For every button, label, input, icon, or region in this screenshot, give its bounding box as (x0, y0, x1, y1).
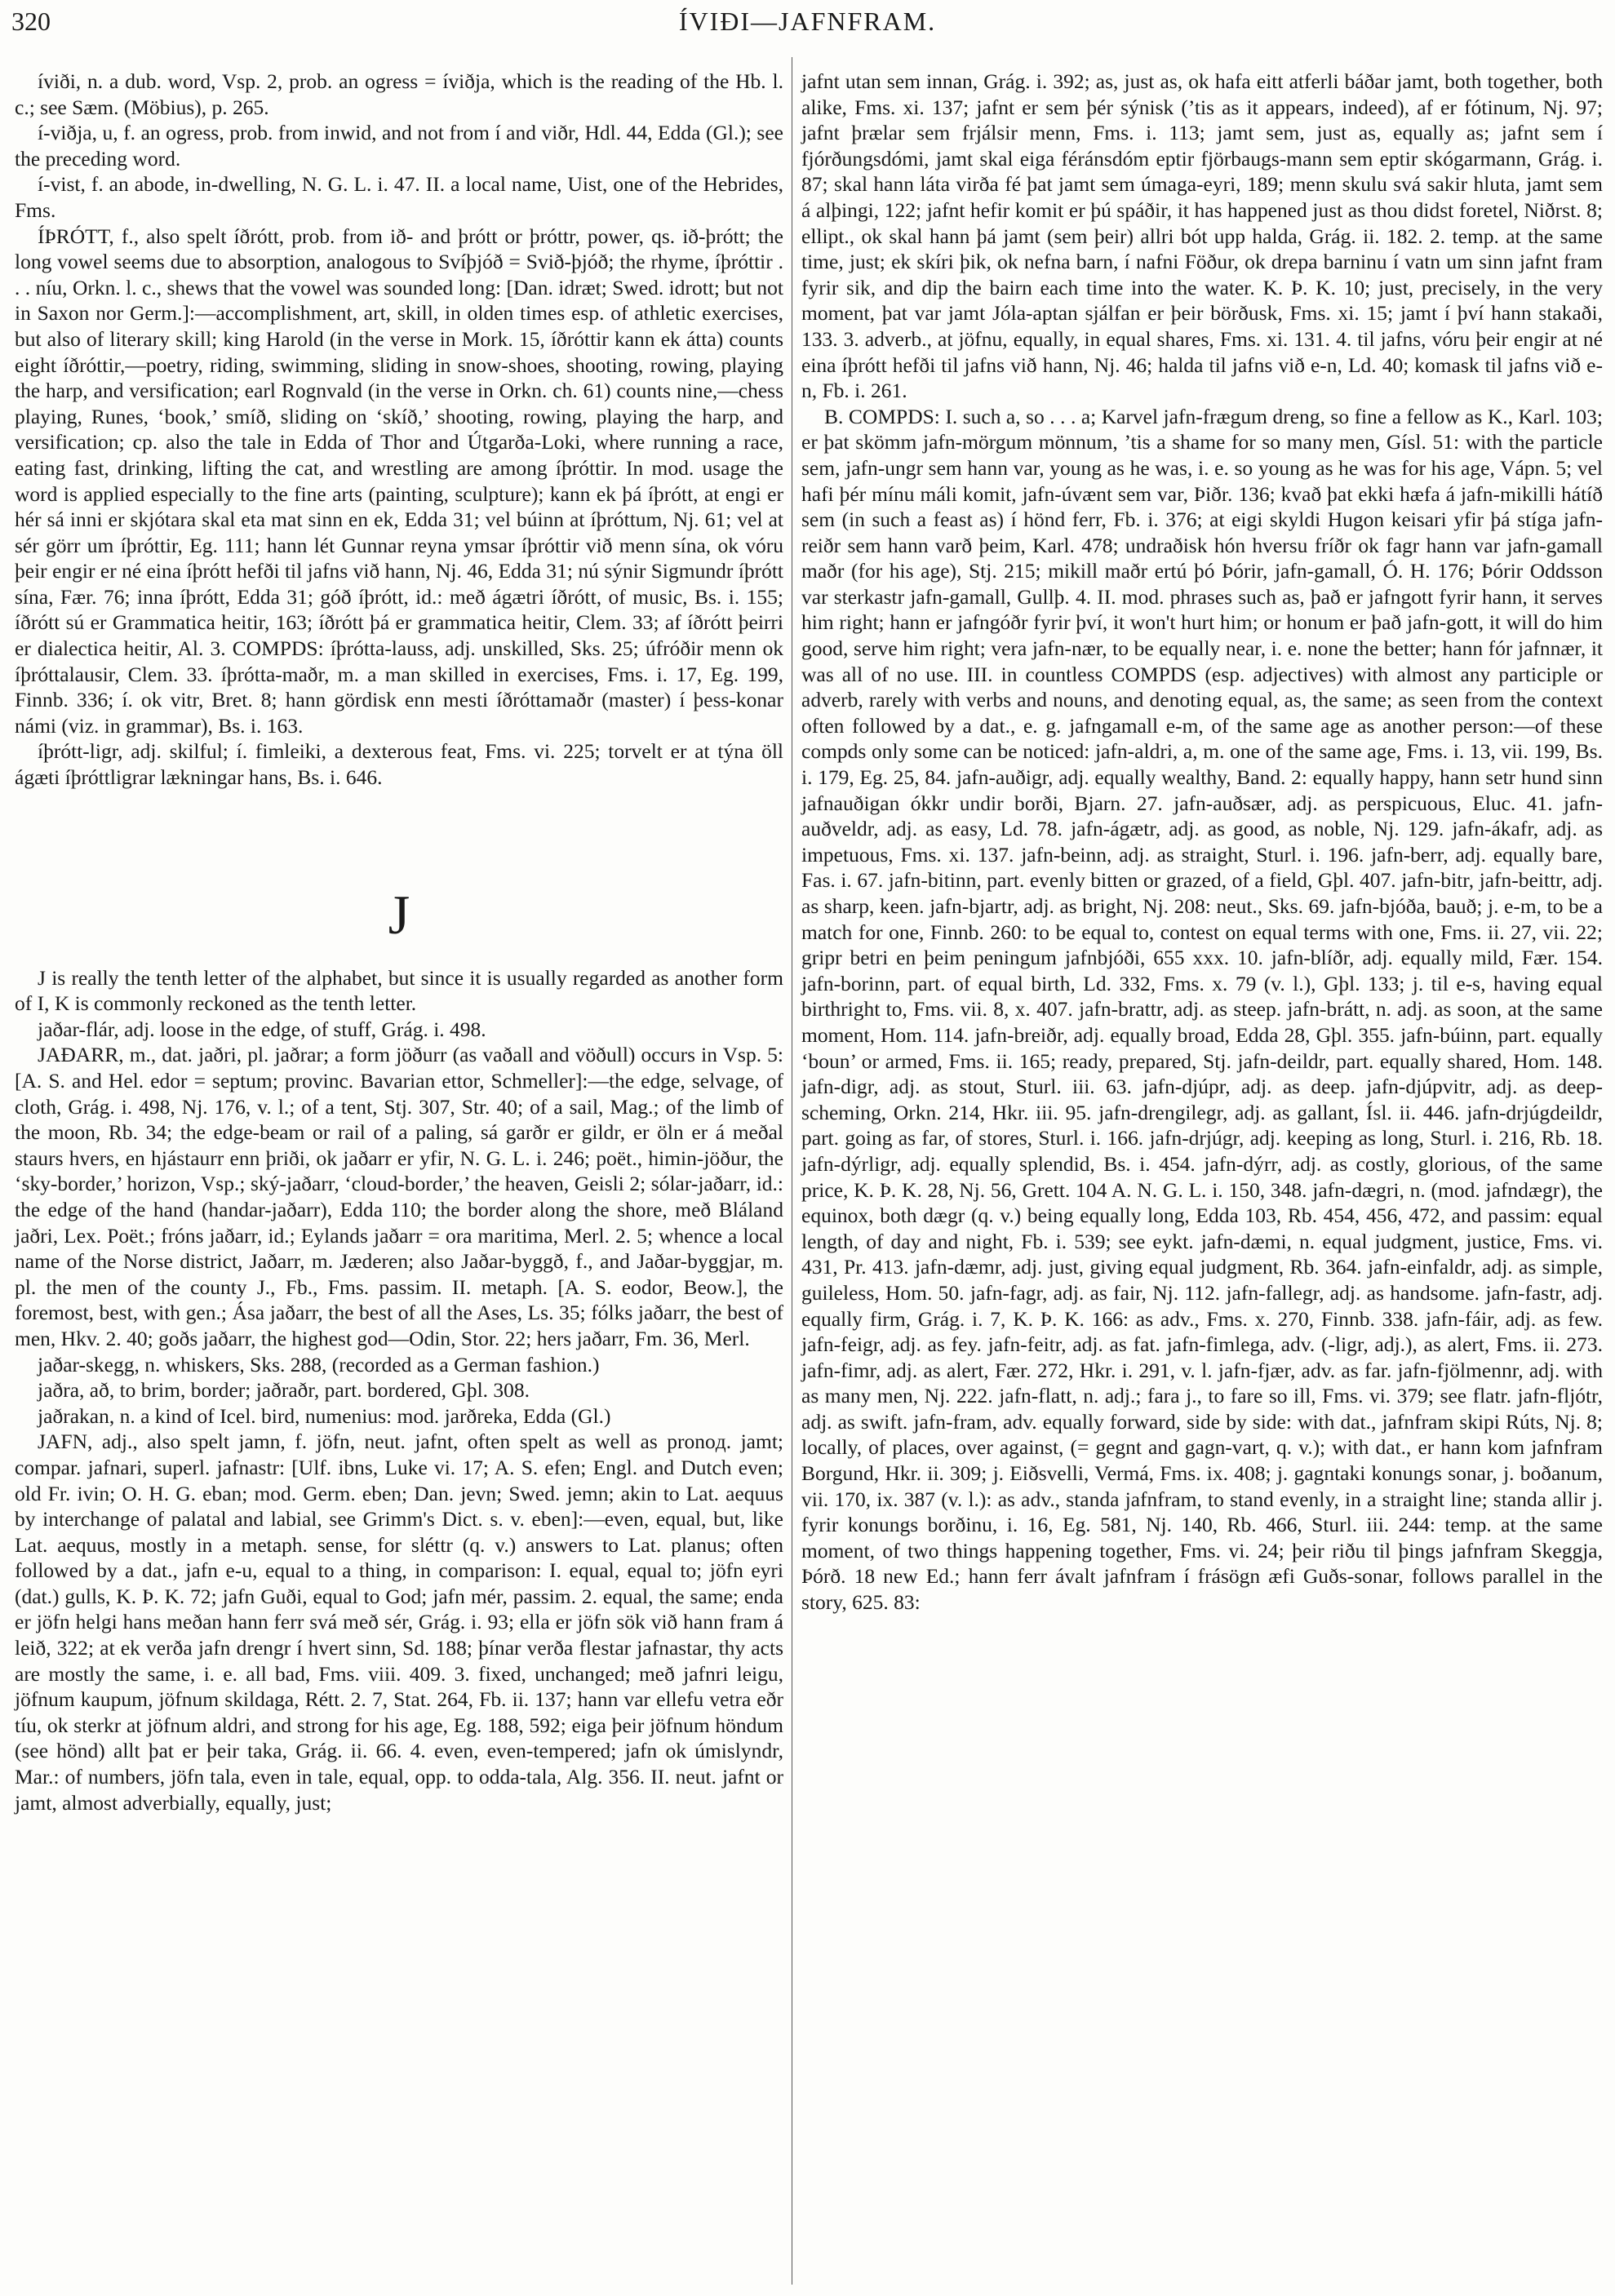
letter-j-intro: J is really the tenth letter of the alphabet, but since it is usually regarded as another form of I, K is commonly reckoned as the tenth letter. (15, 965, 783, 1016)
dictionary-entry-jadrakan: jaðrakan, n. a kind of Icel. bird, numenius: mod. jarðreka, Edda (Gl.) (38, 1403, 611, 1428)
dictionary-entry-ithrottligr: íþrótt-ligr, adj. skilful; í. fimleiki, a dexterous feat, Fms. vi. 225; torvelt er at týna öll ágæti íþróttligrar lækningar hans, Bs. i. 646. (15, 739, 783, 790)
dictionary-entry-jafn-continued: jafnt utan sem innan, Grág. i. 392; as, just as, ok hafa eitt atferli báðar jamt, both together, both alike, Fms. xi. 137; jafnt er sem þér sýnisk (’tis as it appears, indeed), af er fótinum, Nj. 97; jafnt þrælar sem frjálsir menn, Fms. i. 113; jamt sem, just as, equally as; jafnt sem í fjórðungsdómi, jamt skal eiga féránsdóm eptir fjörbaugs-mann sem eptir skógarmann, Grág. i. 87; skal hann láta virða fé þat jamt sem úmaga-eyri, 189; menn skulu svá sakir hluta, jamt sem á alþingi, 122; jafnt hefir komit er þú spáðir, it has happened just as thou didst foretel, Niðrst. 8; ellipt., ok skal hann þá jamt (sem þeir) allri bót upp halda, Grág. ii. 182. 2. temp. at the same time, just; ek skíri þik, ok nefna barn, í nafni Föður, ok drepa barninu í vatn um sinn jafnt fram fyrir sik, and dip the bairn each time into the water. K. Þ. K. 10; just, precisely, in the very moment, þat var jamt Jóla-aptan sjálfan er þeir börðusk, Fms. xi. 15; jamt í því hann stakaði, 133. 3. adverb., at jöfnu, equally, in equal shares, Fms. xi. 131. 4. til jafns, vóru þeir engir at né eina íþrótt hefði til jafns við hann, Nj. 46; halda til jafns við e-n, Ld. 40; komask til jafns við e-n, Fb. i. 261. (801, 69, 1603, 403)
dictionary-entry-ithrott: ÍÞRÓTT, f., also spelt íðrótt, prob. from ið- and þrótt or þróttr, power, qs. ið-þrótt; the long vowel seems due to absorption, analogous to Svíþjóð = Svið-þjóð; the rhyme, íþróttir . . . níu, Orkn. l. c., shews that the vowel was sounded long: [Dan. idræt; Swed. idrott; but not in Saxon nor Germ.]:—accomplishment, art, skill, in olden times esp. of athletic exercises, but also of literary skill; king Harold (in the verse in Mork. 15, íðróttir kann ek átta) counts eight íðróttir,—poetry, riding, swimming, sliding in snow-shoes, shooting, rowing, playing the harp, and versification; earl Rognvald (in the verse in Orkn. ch. 61) counts nine,—chess playing, Runes, ‘book,’ smíð, sliding on ‘skíð,’ shooting, rowing, playing the harp, and versification; cp. also the tale in Edda of Thor and Útgarða-Loki, where running a race, eating fast, drinking, lifting the cat, and wrestling are among íþróttir. In mod. usage the word is applied especially to the fine arts (painting, sculpture); kann ek þá íþrótt, at engi er hér sá inni er skjótara skal eta mat sinn en ek, Edda 31; vel búinn at íþróttum, Nj. 61; vel at sér görr um íþróttir, Eg. 111; hann lét Gunnar reyna ymsar íþróttir við menn sína, ok vóru þeir engir er né eina íþrótt hefði til jafns við hann, Nj. 46, Edda 31; nú sýnir Sigmundr íþrótt sína, Fær. 76; inna íþrótt, Edda 31; góð íþrótt, id.: með ágætri íðrótt, of music, Bs. i. 155; íðrótt sú er Grammatica heitir, 163; íðrótt þá er grammatica heitir, Clem. 33; af íðrótt þeirri er dialectica heitir, Al. 3. COMPDS: íþrótta-lauss, adj. unskilled, Sks. 25; úfróðir menn ok íþróttalausir, Clem. 33. íþrótta-maðr, m. a man skilled in exercises, Fms. i. 17, Eg. 199, Finnb. 336; í. ok vitr, Bret. 8; hann gördisk enn mesti íðróttamaðr (master) í þess-konar námi (viz. in grammar), Bs. i. 163. (15, 224, 783, 738)
dictionary-entry-jadarskegg: jaðar-skegg, n. whiskers, Sks. 288, (recorded as a German fashion.) (38, 1352, 600, 1376)
running-title: ÍVIÐI—JAFNFRAM. (678, 7, 937, 36)
dictionary-entry-ividja: í-viðja, u, f. an ogress, prob. from inwid, and not from í and viðr, Hdl. 44, Edda (Gl.); see the preceding word. (15, 121, 783, 171)
dictionary-entry-jafn: JAFN, adj., also spelt jamn, f. jöfn, neut. jafnt, often spelt as well as pronoд. jamt; compar. jafnari, superl. jafnastr: [Ulf. ibns, Luke vi. 17; A. S. efen; Engl. and Dutch even; old Fr. ivin; O. H. G. eban; mod. Germ. eben; Dan. jevn; Swed. jemn; akin to Lat. aequus by interchange of palatal and labial, see Grimm's Dict. s. v. eben]:—even, equal, but, like Lat. aequus, mostly in a metaph. sense, for sléttr (q. v.) answers to Lat. planus; often followed by a dat., jafn e-u, equal to a thing, in comparison: I. equal, equal to; jöfn eyri (dat.) gulls, K. Þ. K. 72; jafn Guði, equal to God; jafn mér, passim. 2. equal, the same; enda er jöfn helgi hans meðan hann ferr svá með sér, Grág. i. 93; ella er jöfn sök við hann fram á leið, 322; at ek verða jafn drengr í hvert sinn, Sd. 188; þínar verða flestar jafnastar, thy acts are mostly the same, i. e. all bad, Fms. viii. 409. 3. fixed, unchanged; með jafnri leigu, jöfnum kaupum, jöfnum skildaga, Rétt. 2. 7, Stat. 264, Fb. ii. 137; hann var ellefu vetra eðr tíu, ok sterkr at jöfnum aldri, and strong for his age, Eg. 188, 592; eiga þeir jöfnum höndum (see hönd) allt þat er þeir taka, Grág. ii. 66. 4. even, even-tempered; jafn ok úmislyndr, Mar.: of numbers, jöfn tala, even in tale, equal, opp. to odda-tala, Alg. 356. II. neut. jafnt or jamt, almost adverbially, equally, just; (15, 1429, 783, 1815)
section-letter-heading: J (388, 883, 410, 946)
dictionary-entry-jadra: jaðra, að, to brim, border; jaðraðr, part. bordered, Gþl. 308. (38, 1378, 530, 1403)
dictionary-entry-jadarr: JAÐARR, m., dat. jaðri, pl. jaðrar; a form jöðurr (as vaðall and vöðull) occurs in Vsp. 5: [A. S. and Hel. edor = septum; provinc. Bavarian ettor, Schmeller]:—the edge, selvage, of cloth, Grág. i. 498, Nj. 176, v. l.; of a tent, Stj. 307, Str. 40; of a sail, Mag.; of the limb of the moon, Rb. 34; the edge-beam or rail of a paling, sá garðr er gildr, er öln er á meðal staurs hvers, en hjástaurr enn þriði, ok jaðarr er yfir, N. G. L. i. 246; poët., himin-jöður, the ‘sky-border,’ horizon, Vsp.; ský-jaðarr, ‘cloud-border,’ the heaven, Geisli 2; sólar-jaðarr, id.: the edge of the hand (handar-jaðarr), Edda 110; the border along the shore, með Bláland jaðri, Lex. Poët.; fróns jaðarr, id.; Eylands jaðarr = ora maritima, Merl. 2. 5; whence a local name of the Norse district, Jaðarr, m. Jæderen; also Jaðar-byggð, f., and Jaðar-byggjar, m. pl. the men of the county J., Fb., Fms. passim. II. metaph. [A. S. eodor, Beow.], the foremost, best, with gen.; Ása jaðarr, the best of all the Ases, Ls. 35; fólks jaðarr, the best of men, Hkv. 2. 40; goðs jaðarr, the highest god—Odin, Stor. 22; hers jaðarr, Fm. 36, Merl. (15, 1043, 783, 1350)
left-column (15, 69, 783, 1815)
dictionary-entry-jafn-compounds: B. COMPDS: I. such a, so . . . a; Karvel jafn-frægum dreng, so fine a fellow as K., Karl. 103; er þat skömm jafn-mörgum mönnum, ’tis a shame for so many men, Gísl. 51: with the particle sem, jafn-ungr sem hann var, young as he was, i. e. so young as he was for his age, Vápn. 5; vel hafi þér mínu máli komit, jafn-úvænt sem var, Þiðr. 136; kvað þat ekki hæfa á jafn-mikilli hátíð sem (in such a feast as) í hönd ferr, Fb. i. 376; at eigi skyldi Hugon keisari yfir þá stíga jafn-reiðr sem hann varð þeim, Karl. 478; undraðisk hón hversu fríðr ok fagr hann var jafn-gamall maðr (for his age), Stj. 215; mikill maðr ertú þó Þórir, jafn-gamall, Ó. H. 176; Þórir Oddsson var sterkastr jafn-gamall, Gullþ. 4. II. mod. phrases such as, það er jafngott fyrir hann, it serves him right; hann er jafngóðr fyrir því, it won't hurt him; or honum er það jafn-gott, it will do him good, serve him right; vera jafn-nær, to be equally near, i. e. none the better; hann fór jafnnær, it was all of no use. III. in countless COMPDS (esp. adjectives) with almost any participle or adverb, rarely with verbs and nouns, and denoting equal, as, the same; as seen from the context often followed by a dat., e. g. jafngamall e-m, of the same age as another person:—of these compds only some can be noticed: jafn-aldri, a, m. one of the same age, Fms. i. 13, vii. 199, Bs. i. 179, Eg. 25, 84. jafn-auðigr, adj. equally wealthy, Band. 2: equally happy, hann setr hund sinn jafnauðigan ókkr undir borði, Bjarn. 27. jafn-auðsær, adj. as perspicuous, Eluc. 41. jafn-auðveldr, adj. as easy, Ld. 78. jafn-ágætr, adj. as good, as noble, Nj. 129. jafn-ákafr, adj. as impetuous, Fms. xi. 137. jafn-beinn, adj. as straight, Sturl. i. 196. jafn-berr, adj. equally bare, Fas. i. 67. jafn-bitinn, part. evenly bitten or grazed, of a field, Gþl. 407. jafn-bitr, jafn-beittr, adj. as sharp, keen. jafn-bjartr, adj. as bright, Nj. 208: neut., Sks. 69. jafn-bjóða, bauð; j. e-m, to be a match for one, Finnb. 260: to be equal to, contest on equal terms with one, Fms. ii. 27, vii. 22; gripr betri en þeim peningum jafnbjóði, 655 xxx. 10. jafn-blíðr, adj. equally mild, Fær. 154. jafn-borinn, part. of equal birth, Ld. 332, Fms. x. 79 (v. l.), Gþl. 133; j. til e-s, having equal birthright to, Fms. vii. 8, x. 407. jafn-brattr, adj. as steep. jafn-brátt, n. adj. as soon, at the same moment, Hom. 114. jafn-breiðr, adj. equally broad, Edda 28, Gþl. 355. jafn-búinn, part. equally ‘boun’ or armed, Fms. ii. 165; ready, prepared, Stj. jafn-deildr, part. equally shared, Hom. 148. jafn-digr, adj. as stout, Sturl. iii. 63. jafn-djúpr, adj. as deep. jafn-djúpvitr, adj. as deep-scheming, Orkn. 214, Hkr. iii. 95. jafn-drengilegr, adj. as gallant, Ísl. ii. 446. jafn-drjúgdeildr, part. going as far, of stores, Sturl. i. 166. jafn-drjúgr, adj. keeping as long, Sturl. i. 216, Rb. 18. jafn-dýrligr, adj. equally splendid, Bs. i. 454. jafn-dýrr, adj. as costly, glorious, of the same price, K. Þ. K. 28, Nj. 56, Grett. 104 A. N. G. L. i. 150, 348. jafn-dægri, n. (mod. jafndægr), the equinox, both dægr (q. v.) being equally long, Edda 103, Rb. 454, 456, 472, and passim: equal length, of day and night, Fb. i. 539; see eykt. jafn-dæmi, n. equal judgment, justice, Fms. vi. 431, Pr. 413. jafn-dæmr, adj. just, giving equal judgment, Rb. 364. jafn-einfaldr, adj. as simple, guileless, Hom. 50. jafn-fagr, adj. as fair, Nj. 112. jafn-fallegr, adj. as handsome. jafn-fastr, adj. equally firm, Grág. i. 7, K. Þ. K. 166: as adv., Fms. x. 270, Finnb. 338. jafn-fáir, adj. as few. jafn-feigr, adj. as fey. jafn-feitr, adj. as fat. jafn-fimlega, adv. (-ligr, adj.), as alert, Fms. ii. 273. jafn-fimr, adj. as alert, Fær. 272, Hkr. i. 291, v. l. jafn-fjær, adv. as far. jafn-fjölmennr, adj. with as many men, Nj. 222. jafn-flatt, n. adj.; fara j., to fare so ill, Fms. vi. 379; see flatr. jafn-fljótr, adj. as swift. jafn-fram, adv. equally forward, side by side: with dat., jafnfram skipi Rúts, Nj. 8; locally, of places, over against, (= gegnt and gagn-vart, q. v.); with dat., er hann kom jafnfram Borgund, Hkr. ii. 309; j. Eiðsvelli, Vermá, Fms. ix. 408; j. gagntaki konungs sonar, j. boðanum, vii. 170, ix. 387 (v. l.): as adv., standa jafnfram, to stand evenly, in a straight line; standa allir j. fyrir konungs borðinu, i. 16, Eg. 581, Nj. 140, Rb. 466, Sturl. iii. 244: temp. at the same moment, of two things happening together, Fms. vi. 24; þeir riðu til þings jafnfram Skeggja, Þórð. 18 new Ed.; hann ferr ávalt jafnfram í frásögn æfi Guðs-sonar, follows parallel in the story, 625. 83: (801, 404, 1603, 1615)
dictionary-entry-ivist: í-vist, f. an abode, in-dwelling, N. G. L. i. 47. II. a local name, Uist, one of the Hebrides, Fms. (15, 172, 783, 222)
dictionary-entry-ividi: íviði, n. a dub. word, Vsp. 2, prob. an ogress = íviðja, which is the reading of the Hb. l. c.; see Sæm. (Möbius), p. 265. (15, 69, 783, 119)
right-column (801, 69, 1603, 1616)
dictionary-entry-jadarflar: jaðar-flár, adj. loose in the edge, of stuff, Grág. i. 498. (38, 1017, 486, 1041)
page-number: 320 (11, 7, 51, 36)
page-header (11, 7, 1604, 42)
